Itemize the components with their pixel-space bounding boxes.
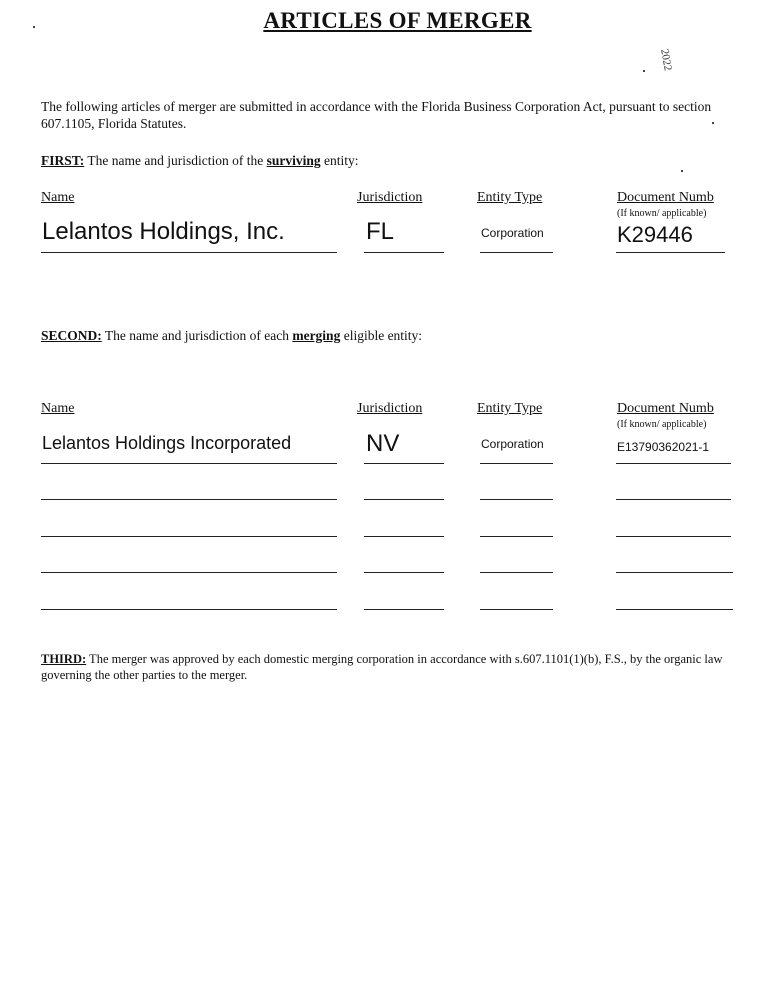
first-jurisdiction-underline: [364, 252, 444, 253]
third-text: The merger was approved by each domestic merging corporation in accordance with s.607.1101(1)(b), F.S., by the organic law governing the other parties to the merger.: [41, 652, 723, 682]
merging-entity-name: Lelantos Holdings Incorporated: [42, 433, 292, 453]
third-section: [41, 651, 741, 683]
first-header-document-number: Document Numb: [617, 190, 714, 205]
first-header-entity-type: Entity Type: [477, 190, 543, 205]
second-header-document-note: (If known/ applicable): [617, 419, 707, 430]
second-label: SECOND:: [41, 328, 102, 343]
empty-row-underline: [41, 499, 337, 500]
first-emphasis: surviving: [266, 153, 321, 168]
second-text-before: The name and jurisdiction of each: [101, 328, 293, 343]
surviving-entity-document-number: K29446: [617, 222, 693, 247]
first-docnum-underline: [616, 252, 725, 253]
scan-speck: [681, 170, 683, 172]
empty-row-underline: [41, 609, 337, 610]
second-header-entity-type: Entity Type: [477, 401, 543, 416]
first-label: FIRST:: [41, 153, 85, 168]
empty-row-underline: [616, 499, 731, 500]
empty-row-underline: [480, 499, 553, 500]
first-type-underline: [480, 252, 553, 253]
empty-row-underline: [41, 572, 337, 573]
second-emphasis: merging: [292, 328, 341, 343]
document-title: ARTICLES OF MERGER: [263, 8, 532, 33]
second-header-document-number: Document Numb: [617, 401, 714, 416]
scan-speck: [33, 26, 35, 28]
empty-row-underline: [364, 536, 444, 537]
first-text-after: entity:: [320, 153, 359, 168]
first-text-before: The name and jurisdiction of the: [84, 153, 267, 168]
first-name-underline: [41, 252, 337, 253]
second-row-underline: [41, 463, 337, 464]
empty-row-underline: [616, 609, 733, 610]
second-text-after: eligible entity:: [340, 328, 423, 343]
empty-row-underline: [364, 572, 444, 573]
empty-row-underline: [364, 609, 444, 610]
scan-speck: [643, 70, 645, 72]
empty-row-underline: [616, 572, 733, 573]
empty-row-underline: [41, 536, 337, 537]
merging-entity-type: Corporation: [481, 437, 544, 451]
second-header-jurisdiction: Jurisdiction: [357, 401, 423, 416]
second-row-underline: [616, 463, 731, 464]
first-header-document-note: (If known/ applicable): [617, 208, 707, 219]
empty-row-underline: [480, 536, 553, 537]
intro-paragraph: The following articles of merger are submitted in accordance with the Florida Business Corporation Act, pursuant to section 607.1105, Florida Statutes.: [41, 99, 712, 131]
first-section-heading: [41, 153, 359, 169]
third-label: THIRD:: [41, 652, 87, 666]
surviving-entity-name: Lelantos Holdings, Inc.: [42, 218, 285, 245]
filing-stamp: 2022: [658, 48, 674, 72]
empty-row-underline: [480, 609, 553, 610]
surviving-entity-type: Corporation: [481, 226, 544, 240]
surviving-entity-jurisdiction: FL: [366, 218, 395, 245]
first-header-name: Name: [41, 190, 75, 205]
second-header-name: Name: [41, 401, 75, 416]
second-row-underline: [364, 463, 444, 464]
empty-row-underline: [616, 536, 731, 537]
first-header-jurisdiction: Jurisdiction: [357, 190, 423, 205]
merging-entity-document-number: E13790362021-1: [617, 440, 710, 454]
empty-row-underline: [480, 572, 553, 573]
second-row-underline: [480, 463, 553, 464]
merging-entity-jurisdiction: NV: [366, 430, 400, 457]
empty-row-underline: [364, 499, 444, 500]
second-section-heading: [41, 328, 422, 344]
